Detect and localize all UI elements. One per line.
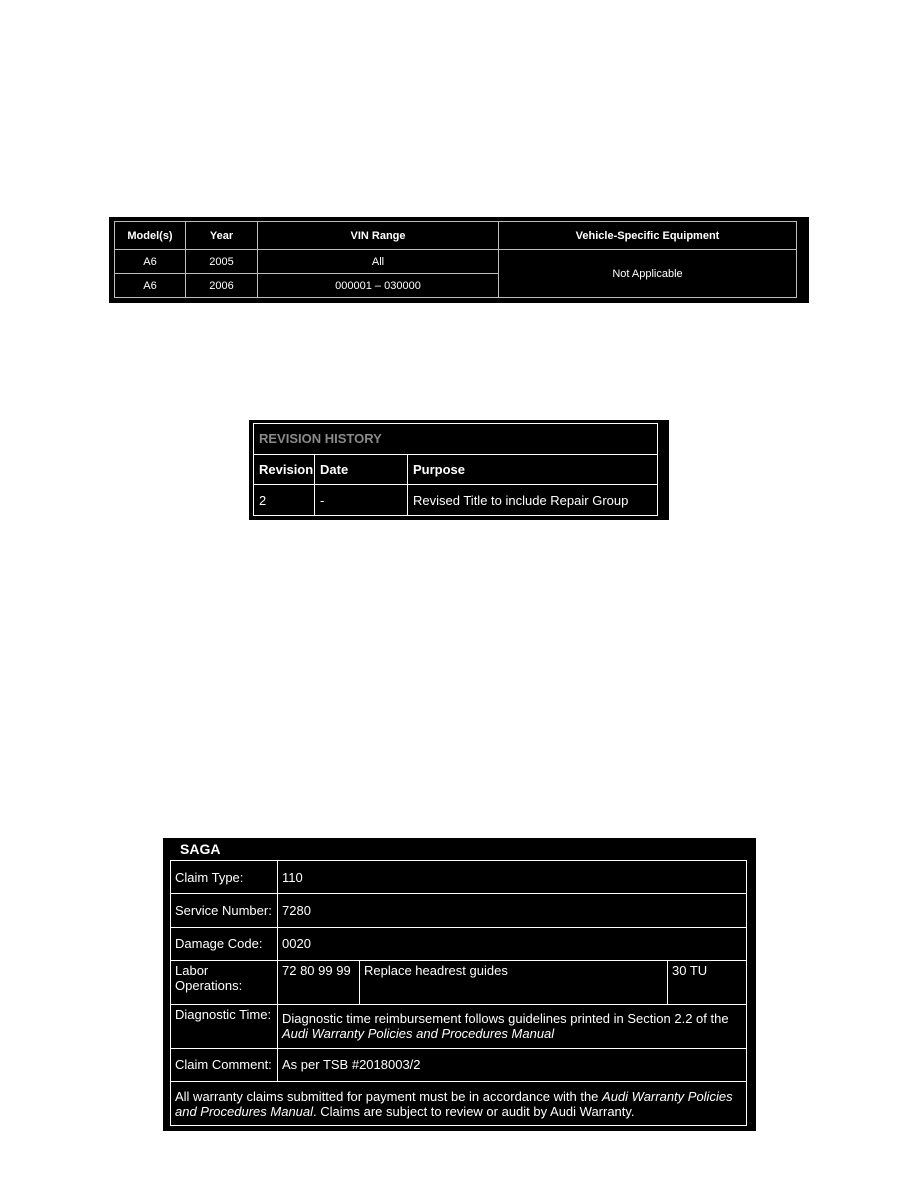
cell-equipment: Not Applicable xyxy=(499,250,797,298)
table-header-row xyxy=(115,222,797,250)
column-header-equipment: Vehicle-Specific Equipment xyxy=(499,222,797,250)
table-row xyxy=(254,485,658,516)
revision-title-row xyxy=(254,424,658,455)
table-row xyxy=(171,1048,747,1081)
footer-text-post: . Claims are subject to review or audit by Audi Warranty. xyxy=(313,1103,635,1119)
column-header-models: Model(s) xyxy=(115,222,186,250)
table-row xyxy=(115,250,797,274)
vehicle-applicability-table xyxy=(109,217,809,303)
diagnostic-time-text: Diagnostic time reimbursement follows guidelines printed in Section 2.2 of the xyxy=(282,1011,729,1027)
cell-vin-range: 000001 – 030000 xyxy=(258,274,499,298)
table-header-row xyxy=(254,454,658,485)
damage-code-label: Damage Code: xyxy=(171,927,278,960)
cell-vin-range: All xyxy=(258,250,499,274)
column-header-date: Date xyxy=(315,454,408,485)
footer-manual-title: Audi Warranty Policies and Procedures Manual xyxy=(175,1088,733,1119)
labor-operations-label: Labor Operations: xyxy=(171,960,278,1004)
damage-code-value: 0020 xyxy=(278,927,747,960)
saga-title: SAGA xyxy=(180,841,221,857)
column-header-purpose: Purpose xyxy=(408,454,658,485)
warranty-footer-note xyxy=(171,1082,747,1126)
revision-history-title: REVISION HISTORY xyxy=(254,424,658,455)
claim-comment-value: As per TSB #2018003/2 xyxy=(278,1048,747,1081)
table-row xyxy=(171,1082,747,1126)
cell-year: 2006 xyxy=(186,274,258,298)
claim-comment-label: Claim Comment: xyxy=(171,1048,278,1081)
diagnostic-time-manual: Audi Warranty Policies and Procedures Manual xyxy=(282,1026,555,1042)
labor-code: 72 80 99 99 xyxy=(278,960,360,1004)
claim-type-label: Claim Type: xyxy=(171,861,278,894)
cell-revision: 2 xyxy=(254,485,315,516)
labor-time: 30 TU xyxy=(668,960,747,1004)
column-header-year: Year xyxy=(186,222,258,250)
cell-model: A6 xyxy=(115,250,186,274)
column-header-vin-range: VIN Range xyxy=(258,222,499,250)
saga-warranty-table xyxy=(163,838,756,1131)
diagnostic-time-label: Diagnostic Time: xyxy=(171,1004,278,1048)
claim-type-value: 110 xyxy=(278,861,747,894)
footer-text-pre: All warranty claims submitted for payment must be in accordance with the xyxy=(175,1088,599,1104)
table-row xyxy=(171,861,747,894)
service-number-value: 7280 xyxy=(278,894,747,927)
cell-date: - xyxy=(315,485,408,516)
service-number-label: Service Number: xyxy=(171,894,278,927)
table-row xyxy=(171,1004,747,1048)
table-row xyxy=(171,927,747,960)
labor-description: Replace headrest guides xyxy=(360,960,668,1004)
cell-year: 2005 xyxy=(186,250,258,274)
table-row xyxy=(171,894,747,927)
diagnostic-time-value xyxy=(278,1004,747,1048)
column-header-revision: Revision xyxy=(254,454,315,485)
cell-model: A6 xyxy=(115,274,186,298)
table-row xyxy=(171,960,747,1004)
revision-history-table xyxy=(249,420,669,520)
cell-purpose: Revised Title to include Repair Group xyxy=(408,485,658,516)
